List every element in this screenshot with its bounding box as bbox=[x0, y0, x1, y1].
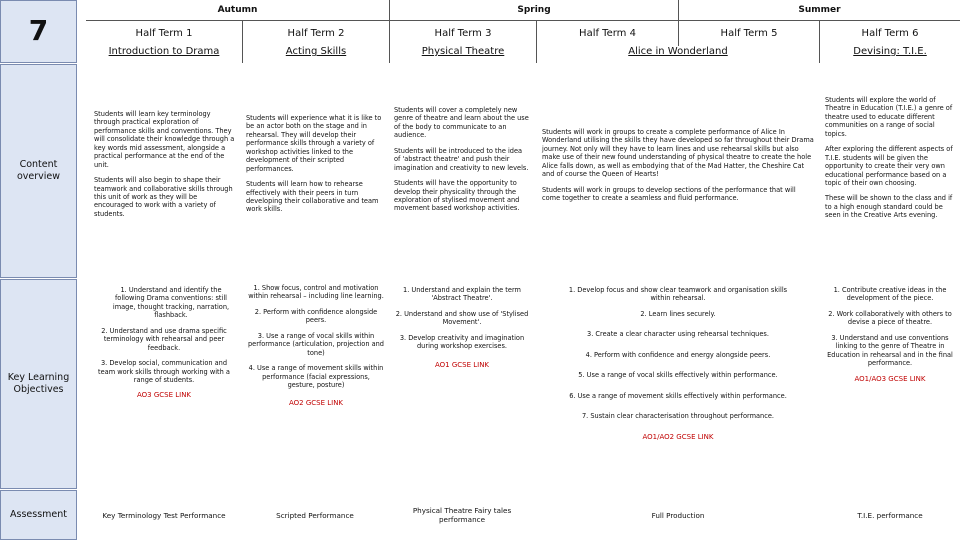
gcse-link-ht45: AO1/AO2 GCSE LINK bbox=[642, 432, 714, 441]
objectives-ht6 bbox=[824, 286, 956, 390]
assessment-ht3 bbox=[400, 495, 524, 535]
content-ht6-p1: Students will explore the world of Theatre in Education (T.I.E.) a genre of theatre used to educate different communities on a range of social topics. bbox=[825, 96, 953, 138]
content-ht3-p3: Students will have the opportunity to develop their physicality through the exploration of stylised movement and movement based workshop activities. bbox=[394, 179, 520, 213]
assessment-ht3-text: Physical Theatre Fairy tales performance bbox=[412, 506, 512, 524]
content-ht6-p3: These will be shown to the class and if to a high enough standard could be seen in the Creative Arts evening. bbox=[825, 194, 953, 220]
term-header-4: Half Term 4 bbox=[536, 20, 678, 46]
term-header-6: Half Term 6 bbox=[819, 20, 960, 46]
objective-ht6-2: 2. Work collaboratively with others to devise a piece of theatre. bbox=[828, 309, 952, 327]
objective-ht2-2: 2. Perform with confidence alongside peers. bbox=[254, 307, 378, 325]
content-ht1-p1: Students will learn key terminology through practical exploration of performance skills and conventions. They will consolidate their knowledge through a key words mid assessment, alongside a practical performance at the end of the unit. bbox=[94, 110, 235, 169]
assessment-ht6-text: T.I.E. performance bbox=[857, 510, 923, 520]
topic-ht6: Devising: T.I.E. bbox=[819, 41, 960, 63]
objective-ht45-6: 6. Use a range of movement skills effectively within performance. bbox=[569, 391, 787, 400]
objectives-ht2 bbox=[248, 284, 384, 415]
assessment-ht2 bbox=[246, 495, 384, 535]
content-ht2 bbox=[246, 114, 383, 221]
term-header-5: Half Term 5 bbox=[678, 20, 819, 46]
gcse-link-ht2: AO2 GCSE LINK bbox=[288, 399, 344, 408]
objective-ht1-2: 2. Understand and use drama specific terminology with rehearsal and peer feedback. bbox=[101, 326, 227, 352]
assessment-ht1 bbox=[100, 495, 228, 535]
content-ht6-p2: After exploring the different aspects of T.I.E. students will be given the opportunity to create their very own educational performance based on a topic of their own choosing. bbox=[825, 145, 953, 187]
objective-ht3-3: 3. Develop creativity and imagination during workshop exercises. bbox=[399, 333, 525, 351]
content-ht45-p2: Students will work in groups to develop sections of the performance that will come together to create a seamless and fluid performance. bbox=[542, 185, 796, 203]
objectives-ht1 bbox=[92, 286, 236, 407]
objectives-ht45 bbox=[542, 286, 814, 448]
content-ht1-p2: Students will also begin to shape their teamwork and collaborative skills through this unit of work as they will be encouraged to work with a variety of students. bbox=[94, 176, 233, 218]
assessment-ht6 bbox=[825, 495, 955, 535]
row-label-content bbox=[0, 64, 77, 278]
season-spring: Spring bbox=[389, 0, 678, 20]
gcse-link-ht1: AO3 GCSE LINK bbox=[136, 391, 192, 400]
row-label-objectives-text: Key Learning Objectives bbox=[7, 371, 70, 395]
objective-ht45-3: 3. Create a clear character using rehearsal techniques. bbox=[587, 330, 769, 339]
objective-ht6-3: 3. Understand and use conventions linking to the genre of Theatre in Education in rehearsal and in the final performance. bbox=[827, 333, 953, 368]
term-header-2: Half Term 2 bbox=[242, 20, 389, 46]
row-label-objectives bbox=[0, 279, 77, 489]
assessment-ht1-text: Key Terminology Test Performance bbox=[102, 510, 226, 520]
row-label-assessment-text: Assessment bbox=[10, 508, 67, 520]
topic-ht1: Introduction to Drama bbox=[108, 46, 220, 57]
assessment-ht45-text: Full Production bbox=[651, 510, 705, 520]
objective-ht2-4: 4. Use a range of movement skills within performance (facial expressions, gesture, posture) bbox=[248, 364, 384, 389]
year-number: 7 bbox=[28, 14, 49, 48]
content-ht3 bbox=[394, 106, 530, 220]
assessment-ht2-text: Scripted Performance bbox=[276, 510, 354, 520]
gcse-link-ht6: AO1/AO3 GCSE LINK bbox=[854, 374, 926, 383]
row-label-assessment bbox=[0, 490, 77, 540]
term-header-3: Half Term 3 bbox=[389, 20, 536, 46]
objective-ht3-2: 2. Understand and show use of 'Stylised Movement'. bbox=[395, 309, 529, 327]
season-summer: Summer bbox=[678, 0, 960, 20]
content-ht1 bbox=[94, 110, 236, 225]
topic-ht2: Acting Skills bbox=[242, 41, 389, 63]
objective-ht45-5: 5. Use a range of vocal skills effectively within performance. bbox=[578, 371, 778, 380]
row-label-content-text: Content overview bbox=[16, 158, 61, 182]
objective-ht2-1: 1. Show focus, control and motivation within rehearsal – including line learning. bbox=[248, 284, 384, 301]
objective-ht1-1: 1. Understand and identify the following Drama conventions: still image, thought tracking, narration, flashback. bbox=[112, 286, 230, 320]
content-ht45-p1: Students will work in groups to create a complete performance of Alice In Wonderland utilising the skills they have developed so far throughout their Drama journey. Not only will they have to learn lines and use rehearsal skills but also make use of their new found understanding of physical theatre to create the hole Alice falls down, as well as embodying that of the Mad Hatter, the Cheshire Cat and of course the Queen of Hearts! bbox=[542, 128, 814, 179]
term-header-1: Half Term 1 bbox=[86, 20, 242, 46]
objective-ht6-1: 1. Contribute creative ideas in the development of the piece. bbox=[833, 286, 947, 303]
objectives-ht3 bbox=[395, 286, 529, 377]
year-label-cell bbox=[0, 0, 77, 63]
objective-ht45-2: 2. Learn lines securely. bbox=[640, 309, 716, 318]
content-ht2-p2: Students will learn how to rehearse effectively with their peers in turn developing their collaborative and team work skills. bbox=[246, 180, 379, 214]
assessment-ht45 bbox=[542, 495, 814, 535]
gcse-link-ht3: AO1 GCSE LINK bbox=[434, 360, 490, 369]
content-ht45 bbox=[542, 128, 814, 210]
objective-ht45-7: 7. Sustain clear characterisation throughout performance. bbox=[581, 412, 775, 421]
content-ht6 bbox=[825, 96, 955, 227]
objective-ht1-3: 3. Develop social, communication and team work skills through working with a range of students. bbox=[98, 359, 230, 384]
content-ht3-p1: Students will cover a completely new genre of theatre and learn about the use of the body to communicate to an audience. bbox=[394, 106, 529, 140]
season-autumn: Autumn bbox=[217, 5, 258, 15]
content-ht2-p1: Students will experience what it is like to be an actor both on the stage and in rehearsal. They will develop their performance skills through a variety of workshop activities linked to the development of their scripted performances. bbox=[246, 114, 382, 173]
topic-ht3: Physical Theatre bbox=[389, 41, 536, 63]
objective-ht45-1: 1. Develop focus and show clear teamwork and organisation skills within rehearsal. bbox=[568, 286, 788, 303]
content-ht3-p2: Students will be introduced to the idea of 'abstract theatre' and push their imagination and creativity to new levels. bbox=[394, 146, 529, 172]
objective-ht45-4: 4. Perform with confidence and energy alongside peers. bbox=[585, 350, 771, 359]
objective-ht3-1: 1. Understand and explain the term 'Abstract Theatre'. bbox=[403, 286, 521, 303]
objective-ht2-3: 3. Use a range of vocal skills within performance (articulation, projection and tone) bbox=[248, 331, 384, 357]
topic-ht45: Alice in Wonderland bbox=[536, 41, 819, 63]
